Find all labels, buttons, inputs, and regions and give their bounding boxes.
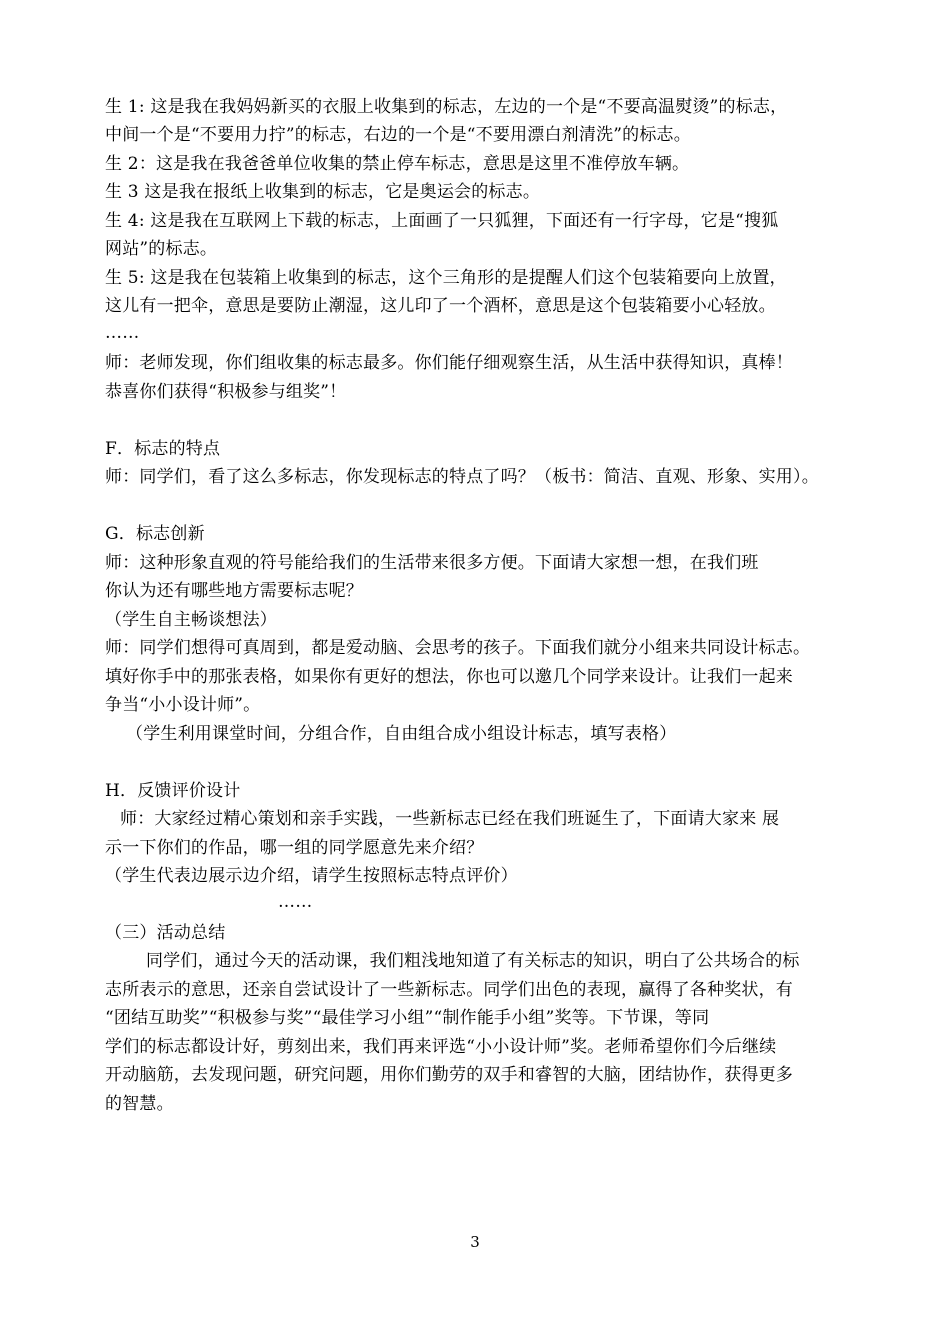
section-g-line-3: （学生自主畅谈想法）: [105, 610, 277, 630]
student-2-line-1: 生 2：这是我在我爸爸单位收集的禁止停车标志，意思是这里不准停放车辆。: [105, 154, 690, 174]
student-1-line-2: 中间一个是“不要用力拧”的标志，右边的一个是“不要用漂白剂清洗”的标志。: [105, 125, 691, 145]
section-h-line-2: 示一下你们的作品，哪一组的同学愿意先来介绍？: [105, 838, 484, 858]
section-g-line-6: 争当“小小设计师”。: [105, 695, 261, 715]
section-h-line-3: （学生代表边展示边介绍，请学生按照标志特点评价）: [105, 866, 518, 886]
section-h-line-1: 师：大家经过精心策划和亲手实践，一些新标志已经在我们班诞生了，下面请大家来 展: [120, 809, 780, 829]
heading-g: G．标志创新: [105, 524, 205, 544]
summary-line-2: 志所表示的意思，还亲自尝试设计了一些新标志。同学们出色的表现，赢得了各种奖状，有: [105, 980, 793, 1000]
section-g-line-1: 师：这种形象直观的符号能给我们的生活带来很多方便。下面请大家想一想，在我们班: [105, 553, 759, 573]
heading-summary: （三）活动总结: [105, 923, 226, 943]
summary-line-5: 开动脑筋，去发现问题，研究问题，用你们勤劳的双手和睿智的大脑，团结协作，获得更多: [105, 1065, 793, 1085]
student-4-line-1: 生 4: 这是我在互联网上下载的标志，上面画了一只狐狸，下面还有一行字母，它是“搜狐: [105, 211, 779, 231]
teacher-line-1: 师：老师发现，你们组收集的标志最多。你们能仔细观察生活，从生活中获得知识，真棒！: [105, 353, 793, 373]
section-f-line-1: 师：同学们，看了这么多标志，你发现标志的特点了吗？（板书：简洁、直观、形象、实用）。: [105, 467, 819, 487]
teacher-line-2: 恭喜你们获得“积极参与组奖”！: [105, 382, 347, 402]
student-3-line-1: 生 3 这是我在报纸上收集到的标志，它是奥运会的标志。: [105, 182, 541, 202]
summary-line-4: 学们的标志都设计好，剪刻出来，我们再来评选“小小设计师”奖。老师希望你们今后继续: [105, 1037, 777, 1057]
summary-line-1: 同学们，通过今天的活动课，我们粗浅地知道了有关标志的知识，明白了公共场合的标: [146, 951, 800, 971]
section-g-line-5: 填好你手中的那张表格，如果你有更好的想法，你也可以邀几个同学来设计。让我们一起来: [105, 667, 793, 687]
page-number: 3: [470, 1233, 480, 1251]
section-g-line-7: （学生利用课堂时间，分组合作，自由组合成小组设计标志，填写表格）: [126, 724, 677, 744]
summary-line-6: 的智慧。: [105, 1094, 174, 1114]
ellipsis-1: ……: [105, 323, 140, 343]
ellipsis-2: ……: [278, 892, 313, 912]
student-5-line-1: 生 5: 这是我在包装箱上收集到的标志，这个三角形的是提醒人们这个包装箱要向上放置，: [105, 268, 787, 288]
student-4-line-2: 网站”的标志。: [105, 239, 218, 259]
heading-h: H．反馈评价设计: [105, 781, 241, 801]
section-g-line-2: 你认为还有哪些地方需要标志呢？: [105, 581, 363, 601]
heading-f: F．标志的特点: [105, 439, 221, 459]
summary-line-3: “团结互助奖”“积极参与奖”“最佳学习小组”“制作能手小组”奖等。下节课，等同: [105, 1008, 710, 1028]
student-1-line-1: 生 1: 这是我在我妈妈新买的衣服上收集到的标志，左边的一个是“不要高温熨烫”的标志，: [105, 97, 788, 117]
student-5-line-2: 这儿有一把伞，意思是要防止潮湿，这儿印了一个酒杯，意思是这个包装箱要小心轻放。: [105, 296, 776, 316]
section-g-line-4: 师：同学们想得可真周到，都是爱动脑、会思考的孩子。下面我们就分小组来共同设计标志。: [105, 638, 811, 658]
